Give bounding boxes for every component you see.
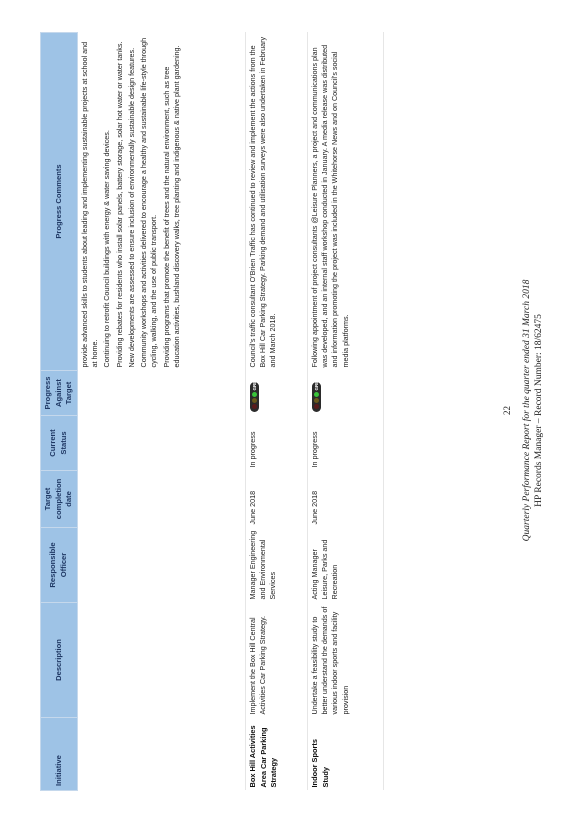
description-cell: Implement the Box Hill Central Activities Car Parking Strategy.	[246, 603, 308, 718]
traffic-light-icon	[250, 374, 259, 413]
header-description: Description	[41, 603, 78, 718]
comment-line: Following appointment of project consultants @Leisure Planners, a project and communications plan was developed, and an internal staff workshop conducted in January. A media release was distributed and information promoting the project was included in the Whitehorse News and on Council's social media platforms.	[310, 44, 350, 368]
comment-line: Providing rebates for residents who install solar panels, battery storage, solar hot water or water tanks.	[114, 41, 124, 368]
footer-report-title: Quarterly Performance Report for the quarter ended 31 March 2018	[522, 279, 532, 542]
table-row	[308, 33, 384, 791]
traffic-light-label: GREEN	[314, 374, 319, 391]
comments-cell	[78, 33, 246, 371]
initiative-cell: Box Hill Activities Area Car Parking Strategy	[246, 718, 308, 791]
comments-cell	[308, 33, 384, 371]
target-date-cell	[78, 471, 246, 528]
traffic-light-label: GREEN	[252, 374, 257, 391]
target-date-cell: June 2018	[308, 471, 384, 528]
comment-line: Providing programs that promote the benefit of trees and the natural environment, such as tree education activities, bushland discovery walks, tree planting and indigenous & native plant gardening.	[161, 45, 181, 368]
description-cell: Undertake a feasibility study to better understand the demands of various indoor sports and facility provision	[308, 603, 384, 718]
status-cell: In progress	[246, 416, 308, 471]
comment-line: Council's traffic consultant O'Brien Traffic has continued to review and implement the actions from the Box Hill Car Parking Strategy. Parking demand and utilisation surveys were also undertaken in February and March 2018.	[248, 36, 278, 368]
page-number: 22	[502, 406, 512, 415]
progress-indicator-cell	[308, 371, 384, 416]
header-target-date: Target completion date	[41, 471, 78, 528]
officer-cell: Manager Engineering and Environmental Services	[246, 528, 308, 603]
header-current-status: Current Status	[41, 416, 78, 471]
comment-line: provide advanced skills to students about leading and implementing sustainable projects at school and at home.	[80, 41, 100, 368]
description-cell	[78, 603, 246, 718]
progress-table	[40, 32, 384, 791]
progress-indicator-cell	[246, 371, 308, 416]
officer-cell: Acting Manager Leisure, Parks and Recreation	[308, 528, 384, 603]
comment-line: New developments are assessed to ensure inclusion of environmentally sustainable design features.	[126, 47, 136, 368]
status-cell	[78, 416, 246, 471]
comments-cell	[246, 33, 308, 371]
table-row	[246, 33, 308, 791]
officer-cell	[78, 528, 246, 603]
status-cell: In progress	[308, 416, 384, 471]
progress-indicator-cell	[78, 371, 246, 416]
target-date-cell: June 2018	[246, 471, 308, 528]
table-row	[78, 33, 246, 791]
initiative-cell	[78, 718, 246, 791]
traffic-light-icon	[312, 374, 321, 413]
comment-line: Community workshops and activities delivered to encourage a healthy and sustainable life-style through cycling, walking, and the use of public transport.	[139, 37, 159, 368]
initiative-cell: Indoor Sports Study	[308, 718, 384, 791]
footer-record-number: HP Records Manager – Record Number: 18/62475	[534, 314, 544, 507]
header-progress-comments: Progress Comments	[41, 33, 78, 371]
header-progress-against-target: Progress Against Target	[41, 371, 78, 416]
comment-line: Continuing to retrofit Council buildings with energy & water saving devices.	[102, 130, 112, 368]
header-initiative: Initiative	[41, 718, 78, 791]
header-responsible-officer: Responsible Officer	[41, 528, 78, 603]
table-header-row	[41, 33, 78, 791]
